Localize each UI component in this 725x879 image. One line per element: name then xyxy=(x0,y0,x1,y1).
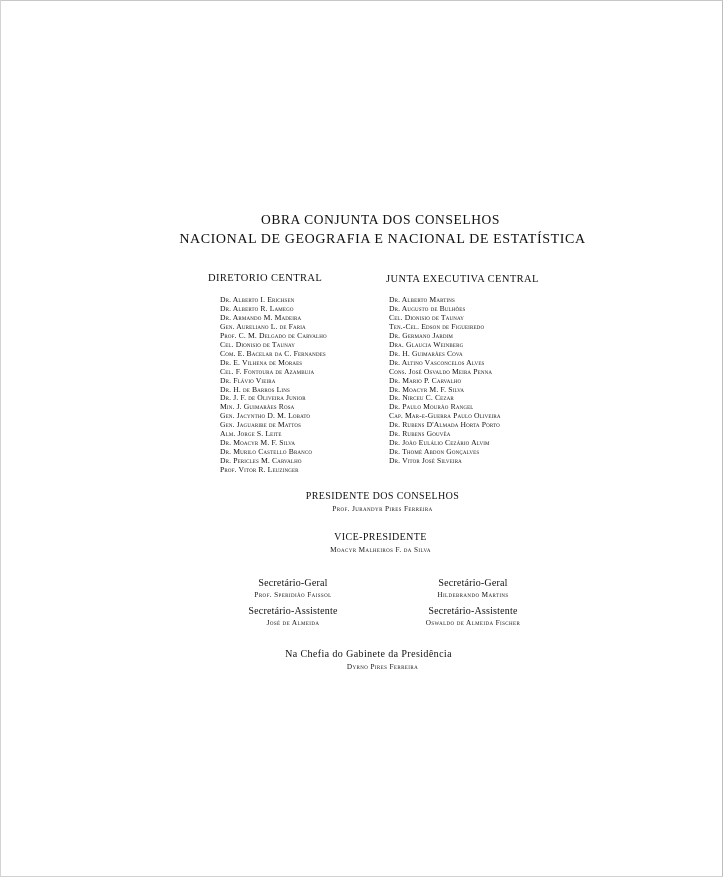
member-name: Cel. F. Fontoura de Azambuja xyxy=(220,366,315,376)
member-name: Cons. José Osvaldo Meira Penna xyxy=(389,366,493,376)
member-name: Dr. Alberto I. Erichsen xyxy=(220,295,295,304)
member-name: Dr. Augusto de Bulhões xyxy=(389,303,466,313)
member-name: Dr. Moacyr M. F. Silva xyxy=(220,438,296,448)
member-name: Dra. Glaucia Weinberg xyxy=(389,339,464,349)
member-name: Gen. Aureliano L. de Faria xyxy=(220,321,306,331)
chefia-name: Dyrno Pires Ferreira xyxy=(346,663,419,671)
member-name: Min. J. Guimarães Rosa xyxy=(220,402,295,412)
member-name: Dr. Paulo Mourão Rangel xyxy=(389,402,474,412)
member-name: Dr. Nirceu C. Cezar xyxy=(389,393,454,403)
member-name: Dr. Alberto Martins xyxy=(389,295,455,304)
member-name: Dr. J. F. de Oliveira Junior xyxy=(220,393,306,403)
member-name: Dr. Pericles M. Carvalho xyxy=(220,456,302,466)
member-name: Dr. Armando M. Madeira xyxy=(220,312,302,322)
secretario-geral-label: Secretário-Geral xyxy=(258,578,328,589)
member-name: Dr. Rubens D'Almada Horta Porto xyxy=(389,420,500,430)
member-name: Dr. Moacyr M. F. Silva xyxy=(389,384,465,394)
member-name: Dr. Alberto R. Lamego xyxy=(220,303,294,313)
member-name: Prof. Vitor R. Leuzinger xyxy=(220,465,299,475)
document-title-line-2: NACIONAL DE GEOGRAFIA E NACIONAL DE ESTATÍSTICA xyxy=(179,232,586,247)
member-name: Gen. Jacyntho D. M. Lobato xyxy=(220,411,311,421)
member-name: Dr. João Eulálio Cezário Alvim xyxy=(389,438,490,448)
chefia-label: Na Chefia do Gabinete da Presidência xyxy=(285,649,452,660)
presidente-name: Prof. Jurandyr Pires Ferreira xyxy=(332,505,433,513)
secretario-geral-left xyxy=(193,577,393,600)
member-name: Alm. Jorge S. Leite xyxy=(220,429,282,439)
member-name: Dr. H. de Barros Lins xyxy=(220,384,290,394)
secretario-assistente-name: José de Almeida xyxy=(266,619,320,627)
member-name: Dr. Vitor José Silveira xyxy=(389,456,462,466)
member-name: Dr. Murilo Castello Branco xyxy=(220,447,313,457)
junta-member-list xyxy=(389,296,501,466)
secretario-assistente-right xyxy=(373,605,573,628)
secretario-assistente-name: Oswaldo de Almeida Fischer xyxy=(425,619,521,627)
vice-presidente-label: VICE-PRESIDENTE xyxy=(334,532,427,543)
member-name: Dr. E. Vilhena de Moraes xyxy=(220,357,303,367)
secretario-geral-name: Prof. Speridião Faissol xyxy=(254,591,332,599)
member-name: Cap. Mar-e-Guerra Paulo Oliveira xyxy=(389,411,501,421)
secretario-assistente-label: Secretário-Assistente xyxy=(428,606,518,617)
secretario-assistente-left xyxy=(193,605,393,628)
presidente-label: PRESIDENTE DOS CONSELHOS xyxy=(305,491,460,502)
member-name: Dr. Thomé Abdon Gonçalves xyxy=(389,447,480,457)
vice-presidente-name: Moacyr Malheiros F. da Silva xyxy=(330,546,431,554)
member-name: Dr. Altino Vasconcelos Alves xyxy=(389,357,485,367)
member-name: Dr. H. Guimarães Cova xyxy=(389,348,463,358)
secretario-assistente-label: Secretário-Assistente xyxy=(248,606,338,617)
member-name: Dr. Flávio Vieira xyxy=(220,375,276,385)
member-name: Dr. Rubens Gouvêa xyxy=(389,429,451,439)
member-name: Dr. Germano Jardim xyxy=(389,330,453,340)
secretario-geral-label: Secretário-Geral xyxy=(438,578,508,589)
member-name: Dr. Mario P. Carvalho xyxy=(389,375,462,385)
secretario-geral-name: Hildebrando Martins xyxy=(437,591,509,599)
member-name: Ten.-Cel. Edson de Figueiredo xyxy=(389,321,485,331)
member-name: Cel. Dionisio de Taunay xyxy=(220,339,296,349)
member-name: Prof. C. M. Delgado de Carvalho xyxy=(220,330,327,340)
member-name: Gen. Jaguaribe de Mattos xyxy=(220,420,302,430)
member-name: Cel. Dionisio de Taunay xyxy=(389,312,465,322)
junta-heading: JUNTA EXECUTIVA CENTRAL xyxy=(386,274,539,285)
diretorio-member-list xyxy=(220,296,327,475)
member-name: Com. E. Bacelar da C. Fernandes xyxy=(220,348,326,358)
document-title-line-1: OBRA CONJUNTA DOS CONSELHOS xyxy=(260,212,501,227)
secretario-geral-right xyxy=(373,577,573,600)
diretorio-heading: DIRETORIO CENTRAL xyxy=(208,273,323,284)
